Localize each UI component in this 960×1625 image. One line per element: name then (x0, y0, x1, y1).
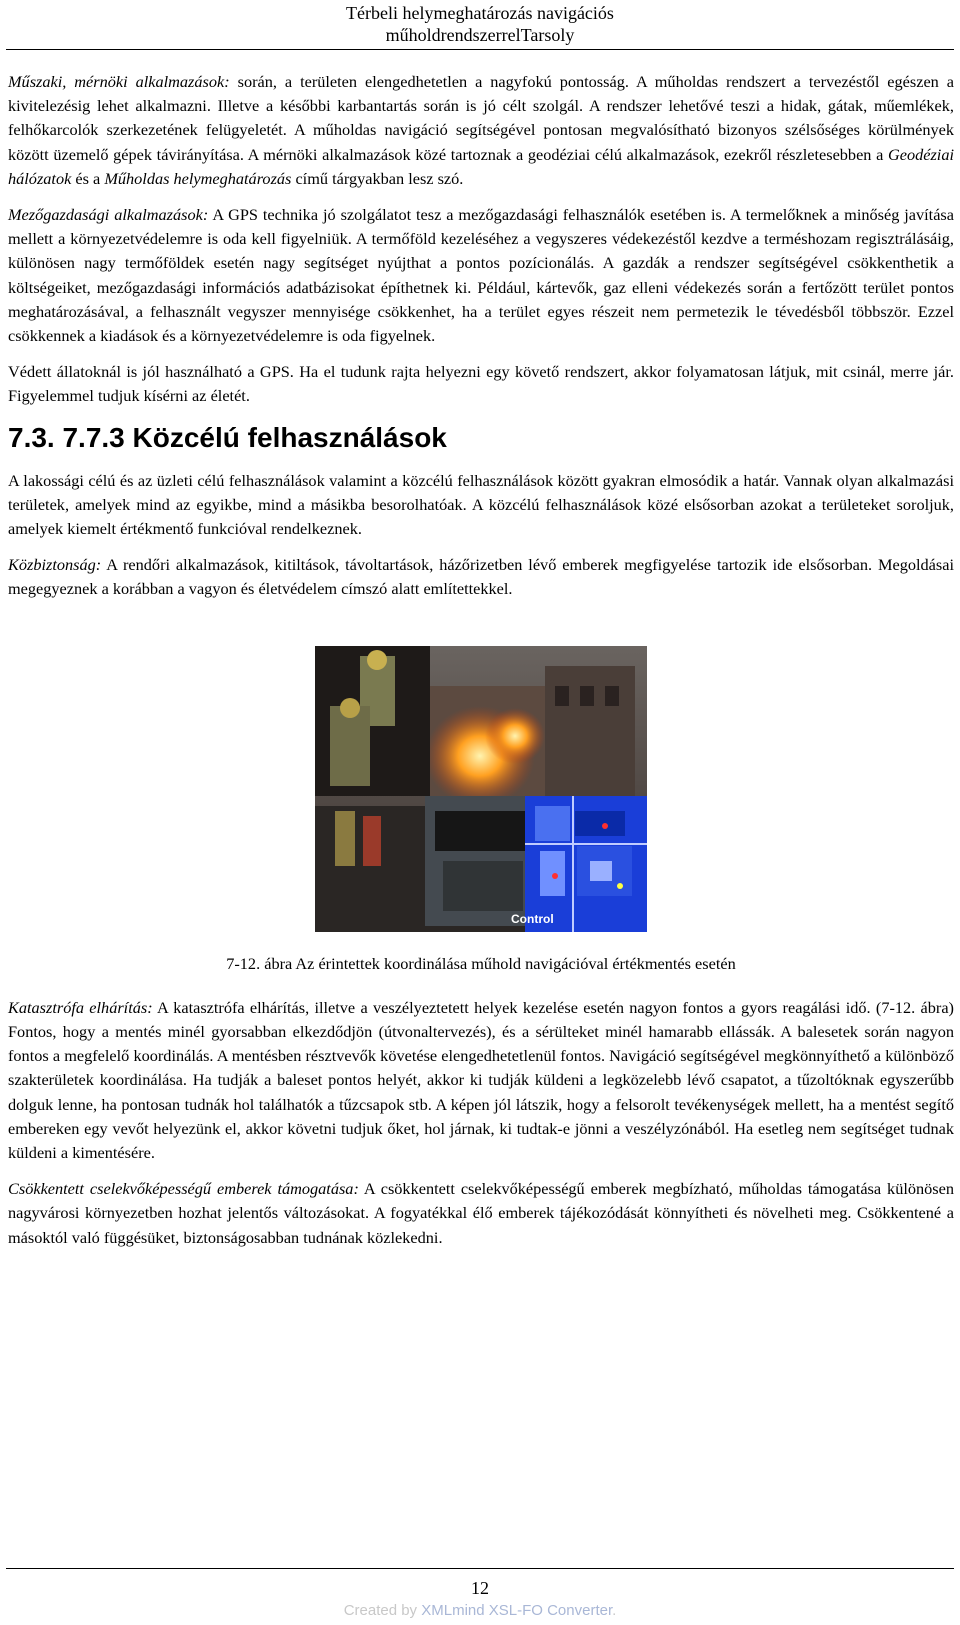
section-heading: 7.3. 7.7.3 Közcélú felhasználások (8, 421, 447, 453)
converter-credit (0, 1602, 960, 1619)
figure-overlay-label: Control (511, 911, 554, 926)
paragraph-lead: Műszaki, mérnöki alkalmazások: (8, 72, 230, 91)
paragraph-disaster-response (8, 996, 954, 1165)
paragraph-reduced-mobility (8, 1177, 954, 1250)
figure-caption: 7-12. ábra Az érintettek koordinálása műhold navigációval értékmentés esetén (226, 953, 736, 973)
paragraph-agriculture (8, 203, 954, 348)
paragraph-public-use: A lakossági célú és az üzleti célú felhasználások valamint a közcélú felhasználások között gyakran elmosódik a határ. Vannak olyan alkalmazási területek, amelyek mind az egyikbe, mind a másikba besorolhatóak. A közcélú felhasználások közé elsősorban azokat a területeket soroljuk, amelyek kiemelt értékmentő funkcióval rendelkeznek. (8, 470, 954, 539)
paragraph-lead: Katasztrófa elhárítás: (8, 997, 153, 1017)
page-number: 12 (471, 1578, 489, 1598)
paragraph-text: és a (71, 168, 105, 188)
course-reference: Műholdas helymeghatározás (104, 168, 292, 188)
paragraph-text: A GPS technika jó szolgálatot tesz a mezőgazdasági felhasználók esetében is. A termelőknek a minőség javítása mellett a környezetvédelemre is oda kell figyelniük. A termőföld kezeléséhez a vegyszeres védekezéstől kezdve a terméshozam regisztrálásáig, különösen nagy termőföldek esetén nagy segítséget nyújthat a pontos pozícionálás. A gazdák a rendszer segítségével csökkenthetik a költségeiket, mezőgazdasági információs adatbázisokat építhetnek ki. Például, kártevők, gaz elleni védekezés során a fertőzött terület pontos meghatározásával, a felhasznált vegyszer mennyisége csökkenhet, ha a terület egyes részeit nem permetezik le tévedésből többször. Ezzel csökkennek a kiadások és a környezetvédelemre is oda figyelnek. (8, 205, 954, 346)
header-title-line1: Térbeli helymeghatározás navigációs (346, 3, 614, 23)
credit-suffix: . (612, 1602, 617, 1619)
paragraph-text: során, a területen elengedhetetlen a nagyfokú pontosság. A műholdas rendszert a tervezéstől egészen a kivitelezésig lehet alkalmazni. Illetve a későbbi karbantartás során is jó célt szolgál. A rendszer lehetővé teszi a hidak, gátak, műemlékek, felhőkarcolók szerkezetének felügyeletét. A műholdas navigáció segítségével pontosan megvalósítható bizonyos szélsőséges körülmények között üzemelő gépek távirányítása. A mérnöki alkalmazások közé tartoznak a geodéziai célú alkalmazások, ezekről részletesebben a (8, 72, 954, 164)
page-content (8, 70, 954, 1262)
paragraph-text: A csökkentett cselekvőképességű emberek megbízható, műholdas támogatása különösen nagyvárosi környezetben hozhat jelentős változásokat. A fogyatékkal élő emberek tájékozódását könnyítheti és növelheti meg. Csökkentené a másoktól való függésüket, biztonságosabban tudnának közlekedni. (8, 1179, 954, 1247)
photo-illustration (315, 646, 647, 932)
credit-prefix: Created by (343, 1602, 422, 1619)
paragraph-text: című tárgyakban lesz szó. (291, 168, 464, 188)
header-title-line2: műholdrendszerrelTarsoly (385, 25, 575, 45)
paragraph-public-safety (8, 553, 954, 601)
paragraph-lead: Közbiztonság: (8, 555, 102, 575)
paragraph-animals: Védett állatoknál is jól használható a GPS. Ha el tudunk rajta helyezni egy követő rendszert, akkor folyamatosan látjuk, mit csinál, merre jár. Figyelemmel tudjuk kísérni az életét. (8, 362, 954, 406)
header-divider (6, 49, 954, 50)
course-reference: Geodéziai hálózatok (8, 144, 954, 188)
figure-firefighters-photo (315, 646, 647, 932)
page-header (0, 0, 960, 46)
paragraph-text: A katasztrófa elhárítás, illetve a veszélyeztetett helyek kezelése esetén nagyon fontos a gyors reagálási idő. (7-12. ábra) Fontos, hogy a mentés minél gyorsabban elkezdődjön (útvonaltervezés), és a sérülteket minél hamarabb ellássák. A balesetek során nagyon fontos a megfelelő koordinálás. A mentésben résztvevők követése elengedhetetlenül fontos. Navigáció segítségével megkönnyíthető a különböző szakterületek koordinálása. Ha tudják a baleset pontos helyét, akkor ki tudják küldeni a legközelebb lévő csapatot, a tűzoltóknak egyszerűbb dolguk lenne, ha pontosan tudnák hol találhatók a tűzcsapok stb. A képen jól látszik, hogy a felsorolt tevékenységek mellett, ha a mentést segítő embereken egy vevőt helyezünk el, akkor követni tudjuk őket, hol járnak, ki tudtak-e jönni a veszélyzónából. Ha esetleg nem segítséget tudnak küldeni a kimentésére. (8, 997, 954, 1163)
footer-divider (6, 1568, 954, 1569)
converter-brand-link[interactable]: XMLmind XSL-FO Converter (421, 1602, 613, 1619)
paragraph-lead: Csökkentett cselekvőképességű emberek támogatása: (8, 1179, 359, 1199)
paragraph-engineering (8, 70, 954, 191)
paragraph-text: A rendőri alkalmazások, kitiltások, távoltartások, házőrizetben lévő emberek megfigyelése tartozik ide elsősorban. Megoldásai megegyeznek a korábban a vagyon és életvédelem címszó alatt említettekkel. (8, 555, 954, 599)
paragraph-lead: Mezőgazdasági alkalmazások: (8, 205, 209, 225)
